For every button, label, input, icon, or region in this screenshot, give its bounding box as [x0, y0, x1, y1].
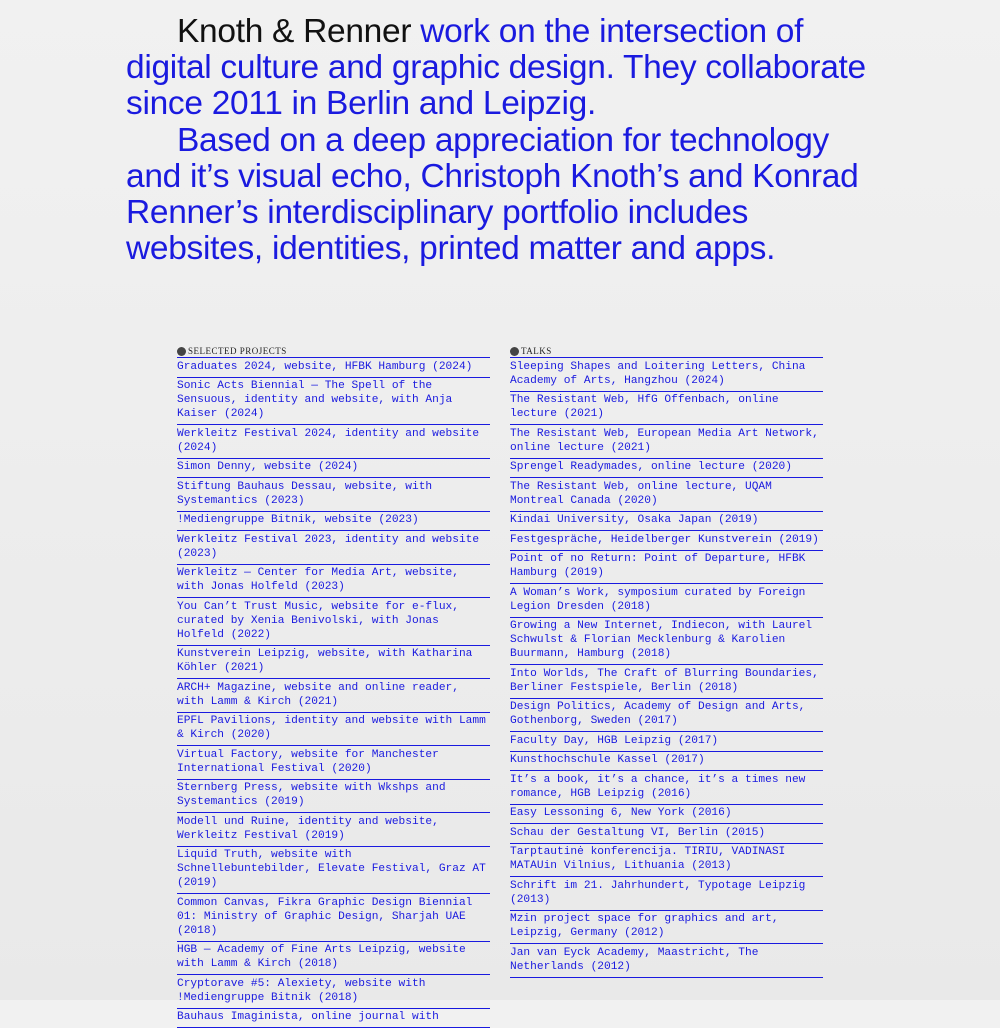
- talk-list-item[interactable]: Design Politics, Academy of Design and Arts, Gothenborg, Sweden (2017): [510, 699, 823, 733]
- talk-list-item[interactable]: Schrift im 21. Jahrhundert, Typotage Leipzig (2013): [510, 877, 823, 911]
- talk-list-item[interactable]: Growing a New Internet, Indiecon, with Laurel Schwulst & Florian Mecklenburg & Karolien Buurmann, Hamburg (2018): [510, 618, 823, 666]
- talk-list-item[interactable]: Into Worlds, The Craft of Blurring Boundaries, Berliner Festspiele, Berlin (2018): [510, 665, 823, 699]
- project-list-item[interactable]: Graduates 2024, website, HFBK Hamburg (2024): [177, 358, 490, 378]
- project-list-item[interactable]: ARCH+ Magazine, website and online reader, with Lamm & Kirch (2021): [177, 679, 490, 713]
- project-list-item[interactable]: Sternberg Press, website with Wkshps and Systemantics (2019): [177, 780, 490, 814]
- talk-list-item[interactable]: Point of no Return: Point of Departure, HFBK Hamburg (2019): [510, 551, 823, 585]
- talk-list-item[interactable]: Jan van Eyck Academy, Maastricht, The Netherlands (2012): [510, 944, 823, 978]
- project-list-item[interactable]: Stiftung Bauhaus Dessau, website, with Systemantics (2023): [177, 478, 490, 512]
- intro-text: [126, 14, 886, 267]
- talk-list-item[interactable]: Sprengel Readymades, online lecture (2020): [510, 459, 823, 479]
- project-list-item[interactable]: Simon Denny, website (2024): [177, 459, 490, 479]
- project-list-item[interactable]: Liquid Truth, website with Schnellebuntebilder, Elevate Festival, Graz AT (2019): [177, 847, 490, 895]
- talks-section: [510, 345, 823, 978]
- talk-list-item[interactable]: Kindai University, Osaka Japan (2019): [510, 512, 823, 532]
- talk-list-item[interactable]: Schau der Gestaltung VI, Berlin (2015): [510, 824, 823, 844]
- project-list-item[interactable]: Werkleitz Festival 2024, identity and website (2024): [177, 425, 490, 459]
- talk-list-item[interactable]: Festgespräche, Heidelberger Kunstverein (2019): [510, 531, 823, 551]
- project-list-item[interactable]: Werkleitz Festival 2023, identity and website (2023): [177, 531, 490, 565]
- project-list-item[interactable]: Cryptorave #5: Alexiety, website with !Mediengruppe Bitnik (2018): [177, 975, 490, 1009]
- studio-name: Knoth & Renner: [177, 13, 411, 50]
- talk-list-item[interactable]: A Woman’s Work, symposium curated by Foreign Legion Dresden (2018): [510, 584, 823, 618]
- talk-list-item[interactable]: The Resistant Web, HfG Offenbach, online lecture (2021): [510, 392, 823, 426]
- talk-list-item[interactable]: Sleeping Shapes and Loitering Letters, China Academy of Arts, Hangzhou (2024): [510, 358, 823, 392]
- project-list-item[interactable]: Modell und Ruine, identity and website, Werkleitz Festival (2019): [177, 813, 490, 847]
- projects-list: [177, 358, 490, 1028]
- talk-list-item[interactable]: It’s a book, it’s a chance, it’s a times new romance, HGB Leipzig (2016): [510, 771, 823, 805]
- selected-projects-section: [177, 345, 490, 1028]
- project-list-item[interactable]: HGB — Academy of Fine Arts Leipzig, website with Lamm & Kirch (2018): [177, 942, 490, 976]
- selected-projects-header: [177, 345, 490, 358]
- talk-list-item[interactable]: The Resistant Web, European Media Art Network, online lecture (2021): [510, 425, 823, 459]
- project-list-item[interactable]: Common Canvas, Fikra Graphic Design Biennial 01: Ministry of Graphic Design, Sharjah UAE (2018): [177, 894, 490, 942]
- project-list-item[interactable]: Sonic Acts Biennial — The Spell of the Sensuous, identity and website, with Anja Kaiser (2024): [177, 378, 490, 426]
- project-list-item[interactable]: Werkleitz — Center for Media Art, website, with Jonas Holfeld (2023): [177, 565, 490, 599]
- intro-paragraph-2: Based on a deep appreciation for technology and it’s visual echo, Christoph Knoth’s and Konrad Renner’s interdisciplinary portfolio includes websites, identities, printed matter and apps.: [126, 123, 886, 268]
- project-list-item[interactable]: Bauhaus Imaginista, online journal with: [177, 1009, 490, 1028]
- bullet-dot-icon: [510, 347, 519, 356]
- bullet-dot-icon: [177, 347, 186, 356]
- talk-list-item[interactable]: The Resistant Web, online lecture, UQAM Montreal Canada (2020): [510, 478, 823, 512]
- talks-header: [510, 345, 823, 358]
- project-list-item[interactable]: You Can’t Trust Music, website for e-flux, curated by Xenia Benivolski, with Jonas Holfeld (2022): [177, 598, 490, 646]
- project-list-item[interactable]: Kunstverein Leipzig, website, with Katharina Köhler (2021): [177, 646, 490, 680]
- selected-projects-heading: SELECTED PROJECTS: [188, 346, 287, 356]
- intro-paragraph-1-text: work on the intersection of digital culture and graphic design. They collaborate since 2011 in Berlin and Leipzig.: [126, 13, 866, 122]
- talk-list-item[interactable]: Faculty Day, HGB Leipzig (2017): [510, 732, 823, 752]
- project-list-item[interactable]: EPFL Pavilions, identity and website with Lamm & Kirch (2020): [177, 713, 490, 747]
- project-list-item[interactable]: !Mediengruppe Bitnik, website (2023): [177, 512, 490, 532]
- talks-list: [510, 358, 823, 978]
- project-list-item[interactable]: Virtual Factory, website for Manchester International Festival (2020): [177, 746, 490, 780]
- talk-list-item[interactable]: Kunsthochschule Kassel (2017): [510, 752, 823, 772]
- intro-paragraph-1: [126, 14, 886, 123]
- talk-list-item[interactable]: Easy Lessoning 6, New York (2016): [510, 805, 823, 825]
- talk-list-item[interactable]: Mzin project space for graphics and art, Leipzig, Germany (2012): [510, 911, 823, 945]
- talks-heading: TALKS: [521, 346, 552, 356]
- talk-list-item[interactable]: Tarptautinė konferencija. TIRIU, VADINASI MATAUin Vilnius, Lithuania (2013): [510, 844, 823, 878]
